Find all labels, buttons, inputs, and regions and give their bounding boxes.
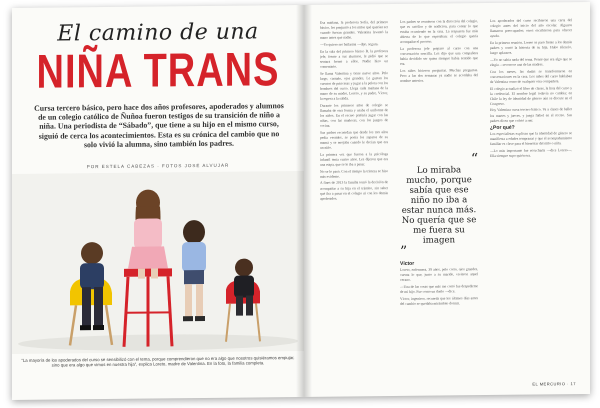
paragraph: No se le pasó. Con el tiempo la tristeza se hizo más evidente. (320, 168, 388, 179)
paragraph: —Lo más importante fue escucharla —dice Loreto—. Ella siempre supo quién era. (490, 147, 572, 158)
open-quote-icon: “ (470, 151, 478, 168)
paragraph: Los especialistas explican que la identidad de género se manifiesta a edades tempranas y que el acompañamiento familiar es clave para el bienestar del niño o niña. (490, 130, 572, 147)
pull-quote-text: Lo miraba mucho, porque sabía que ese niño no iba a estar nunca más. No quería que se me fuera su imagen (401, 165, 477, 246)
column-2-intro (400, 19, 478, 150)
paragraph: Sus padres recuerdan que desde los tres años pedía vestidos, se ponía los zapatos de su mamá y se enojaba cuando le decían que era un niño. (320, 129, 388, 150)
paragraph: En la primera reunión, Loreto se paró frente a los demás padres y contó la historia de su hija. Hubo silencio, luego aplausos. (490, 40, 572, 56)
paragraph: Los niños hicieron preguntas. Muchas preguntas. Pero a las dos semanas ya nadie se acordaba del nombre anterior. (400, 68, 478, 84)
paragraph: A fines de 2013 la familia tomó la decisión de acompañar a su hija en el tránsito, sin saber qué iba a pasar en el colegio ni con los demás apoderados. (320, 180, 388, 201)
paragraph: El colegio actualizó el libro de clases, la lista del curso y la credencial. El nombre legal todavía no cambia; en Chile la ley de identidad de género aún se discute en el Congreso. (490, 85, 572, 106)
paragraph: Hoy Valentina cursa tercero básico. Va a clases de ballet los martes y jueves, y juega fútbol en el recreo. Sus padres dicen que volvió a reír. (490, 107, 572, 123)
paragraph: La profesora jefe preparó al curso con una conversación sencilla. Les dijo que una compañera había decidido ser quien siempre había sentido que era. (400, 46, 478, 67)
paragraph: La primera vez que fueron a la psicóloga infantil tenía cuatro años. Les dijeron que era una etapa, que se le iba a pasar. (320, 151, 388, 167)
title-main: NIÑA TRANS (36, 43, 280, 99)
text-column-2 (400, 19, 478, 380)
paragraph: Los apoderados del curso recibieron una carta del colegio antes del inicio del año escolar. Algunos llamaron preocupados; otros escribieron para ofrecer ayuda. (490, 18, 572, 39)
page-folio: EL MERCURIO · 17 (532, 381, 576, 387)
family-photo (12, 171, 304, 354)
paragraph: Durante los primeros años de colegio se llamaba de otra forma y usaba el uniforme de los niños. En el recreo prefería jugar con las niñas, con las muñecas, con los juegos de cocina. (320, 102, 388, 128)
subhead-why: ¿Por qué? (490, 124, 515, 131)
paragraph: Víctor, ingeniero, recuerda que los últimos días antes del cambio se quedaba mirándolo dormir. (400, 295, 478, 306)
paragraph: En la sala del primero básico B, la profesora jefe, frente a sus alumnos, le pidió que se sentara frente a ellos. Nadie hizo un comentario. (320, 48, 388, 69)
subhead-victor: Víctor (400, 260, 415, 267)
paragraph: —Yo no sabía nada del tema. Pensé que era algo que se elegía —reconoce una de las madres. (490, 56, 572, 67)
paragraph: Loreto, enfermera, 39 años, pelo corto, ojos grandes, cuenta lo que, junto a su marido, vivieron aquel verano. (400, 267, 478, 283)
photo-illustration (12, 171, 304, 354)
paragraph: Esa mañana, la profesora Sofía, del primero básico, les preguntó a los niños qué querían ser cuando fueran grandes. Valentina levantó la mano antes que nadie. (320, 20, 388, 41)
photo-caption: “La mayoría de los apoderados del curso se sensibilizó con el tema, porque comprendieron que no era algo que nosotros quisiéramos empujar, sino que era algo que vimos en nuestra hija”, explica Loreto, madre de Valentina. En la foto, la familia completa. (21, 355, 295, 368)
paragraph: Con los meses, las dudas se transformaron en conversaciones en la casa. Los niños del curso hablaban de Valentina como de cualquier otra compañera. (490, 68, 572, 84)
article-deck: Cursa tercero básico, pero hace dos años profesores, apoderados y alumnos de un colegio católico de Ñuñoa fueron testigos de su transición de niño a niña. Una periodista de “Sábado”, que tiene a su hijo en el mismo curso, siguió de cerca los acontecimientos. Esta es su crónica del cambio que no solo vivió la alumna, sino también los padres. (34, 101, 284, 150)
text-column-3 (490, 18, 572, 379)
left-page (12, 5, 304, 400)
right-page (304, 2, 590, 397)
paragraph: Los padres se reunieron con la dirección del colegio, que es católico y de tradición, para contar lo que estaba ocurriendo en la casa. La respuesta fue más abierta de lo que esperaban: el colegio quería acompañar el proceso. (400, 19, 478, 45)
text-column-1 (320, 20, 388, 381)
paragraph: —Una de las cosas que más me costó fue despedirme de mi hijo. Fue como un duelo —dice. (400, 284, 478, 294)
paragraph: Se llama Valentina y tiene nueve años. Pelo largo, castaño, ojos grandes. Le gustan los cuentos de princesas y jugar a la pelota con los hombres del curso. Llega cada mañana de la mano de su madre, Loreto, y su padre, Víctor, la espera a la salida. (320, 70, 388, 101)
pull-quote (400, 153, 478, 258)
paragraph: —Yo quiero ser bailarina —dijo, segura. (320, 42, 379, 47)
title-script: El camino de una (57, 19, 259, 47)
byline: POR ESTELA CABEZAS · FOTOS JOSÉ ALVUJAR (86, 162, 230, 170)
close-quote-icon: ” (400, 243, 408, 260)
magazine-spread (12, 2, 590, 400)
page-gutter (296, 5, 312, 397)
